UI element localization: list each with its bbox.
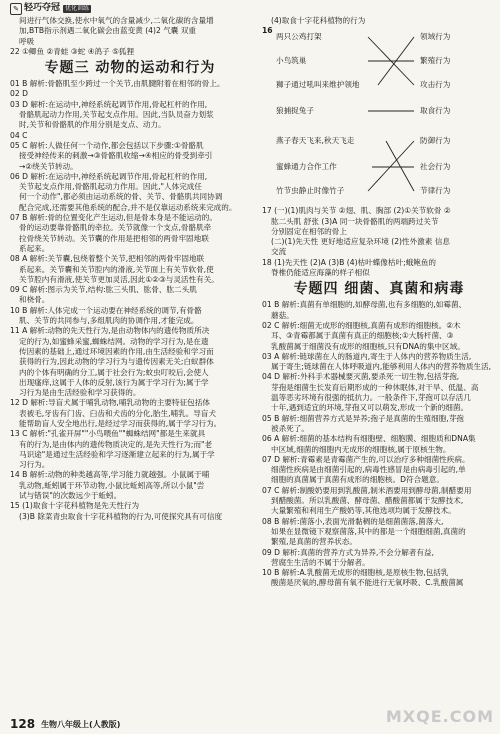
text-line: 02 C 解析:细菌无成形的细胞核,真菌有成形的细胞核。②木 <box>262 320 461 330</box>
left-pre-block <box>10 16 250 57</box>
text-line: 乳动物,蚯蚓属于环节动物,小鼠比蚯蚓高等,所以小鼠"尝 <box>19 480 205 490</box>
text-line: 10 B 解析:A.乳酸菌无成形的细胞核,是原核生物,包括乳 <box>262 568 449 578</box>
text-line: 试与错误"的次数远少于蚯蚓。 <box>19 491 122 501</box>
q16-behavior-item: 小鸟筑巢 <box>276 56 307 66</box>
q16-behavior-type: 攻击行为 <box>420 80 451 90</box>
text-line: 05 C 解析:人做任何一个动作,都会包括以下步骤:①骨骼肌 <box>10 140 204 150</box>
text-line: 09 C 解析:图示为关节,结构:肱三头肌、肱骨、肱二头肌 <box>10 285 197 295</box>
text-line: 17 (一)(1)肌肉与关节 ②翅、肌、胸部 (2)①关节软骨 ② <box>262 206 451 216</box>
q16-behavior-item: 蜜蜂通力合作工作 <box>276 162 337 172</box>
text-line: 定的行为,如蜜蜂采蜜,蜘蛛结网。动物的学习行为,是在遗 <box>19 336 209 346</box>
text-line: 系起来。关节囊和关节腔内的滑液,关节面上有关节软骨,使 <box>19 264 214 274</box>
text-line: 13 C 解析:"孔雀开屏""小鸟喂鱼""蜘蛛结网"都是生来就具 <box>10 429 206 439</box>
text-line: 06 D 解析:在运动中,神经系统起调节作用,骨起杠杆的作用, <box>10 171 208 181</box>
text-line: 十年,遇到适宜的环境,芽孢又可以萌发,形成一个新的细菌。 <box>271 403 469 413</box>
text-line: 内的个体有明确的分工,属于社会行为;蚊虫叮咬后,会使人 <box>19 367 209 377</box>
brand-logo <box>10 3 91 15</box>
q17-18-answers <box>262 206 496 278</box>
q16-behavior-item: 竹节虫静止时像竹子 <box>276 186 345 196</box>
text-line: 有的行为,是由体内的遗传物质决定的,是先天性行为;而"老 <box>19 439 213 449</box>
text-line: 肌、关节的共同参与,多组肌肉的协调作用,才能完成。 <box>19 316 199 326</box>
text-line: 08 A 解析:关节囊,包绕着整个关节,把相邻的两骨牢固地联 <box>10 254 205 264</box>
text-line: 间进行气体交换,使水中氧气的含量减少,二氧化碳的含量增 <box>19 16 214 25</box>
text-line: 交流 <box>271 247 287 257</box>
q16-behavior-type: 防御行为 <box>420 136 451 146</box>
q16-behavior-type: 节律行为 <box>420 186 451 196</box>
text-line: 中区域,细菌的细胞内无成形的细胞核,属于原核生物。 <box>271 444 451 454</box>
text-line: 关节起支点作用,骨骼肌起动力作用。因此,"人体完成任 <box>19 182 202 192</box>
text-line: 04 C <box>10 130 28 140</box>
text-line: 耳、③青霉都属于真菌有真正的细胞核;①大肠杆菌、③ <box>271 331 454 341</box>
right-pre-block <box>262 16 496 26</box>
q16-behavior-type: 社会行为 <box>420 162 451 172</box>
text-line: 如果在显微镜下观察菌落,其中的都是一个细胞细菌,真菌的 <box>271 526 466 536</box>
text-line: 01 B 解析:骨骼肌至少跨过一个关节,由肌腱附着在相邻的骨上。 <box>10 79 225 89</box>
text-line: 分别固定在相邻的骨上 <box>271 226 347 236</box>
text-line: 呼吸 <box>19 36 35 46</box>
text-line: 14 B 解析:动物的种类越高等,学习能力就越强。小鼠属于哺 <box>10 470 210 480</box>
text-line: 15 (1)取食十字花科植物是先天性行为 <box>10 501 140 511</box>
book-title: 生物八年级上(人教版) <box>41 719 121 729</box>
text-line: 07 D 解析:青霉素是青霉菌产生的,可以治疗多种细菌性疾病。 <box>262 454 470 464</box>
text-line: 配合完成,还需要其他系统的配合,并不是仅靠运动系统来完成的。 <box>19 202 237 212</box>
text-line: 蘑菇。 <box>271 310 294 320</box>
text-line: (3)B 除菜青虫取食十字花科植物的行为,可使探究具有可信度 <box>19 511 223 521</box>
text-line: 何一个动作",都必须由运动系统的骨、关节、骨骼肌共同协调 <box>19 192 223 202</box>
brand-icon: ✎ <box>10 3 22 15</box>
text-line: 温等恶劣环境有很强的抵抗力。一般条件下,芽孢可以存活几 <box>271 393 471 403</box>
text-line: 芽孢是细菌生长发育后期形成的一种休眠体,对干旱、低温、高 <box>271 382 479 392</box>
text-line: (4)取食十字花科植物的行为 <box>271 16 366 25</box>
text-line: 表被毛,牙齿有门齿、臼齿和犬齿的分化,胎生,哺乳。导盲犬 <box>19 408 217 418</box>
text-line: 07 C 解析:制酸奶要用到乳酸菌,制米酒要用到酵母菌,制醋要用 <box>262 485 472 495</box>
topic-three-title: 专题三 动物的运动和行为 <box>44 60 216 77</box>
text-line: 营腐生生活的不属于分解者。 <box>271 557 370 567</box>
text-line: 获得的行为,因此动物的学习行为与遗传因素无关;白蚁群体 <box>19 357 214 367</box>
text-line: 被杀死了。 <box>271 423 309 433</box>
text-line: 马识途"是通过生活经验和学习逐渐建立起来的行为,属于学 <box>19 449 215 459</box>
text-line: 03 D 解析:在运动中,神经系统起调节作用,骨起杠杆的作用, <box>10 99 208 109</box>
text-line: 乳酸菌属于细菌没有成形的细胞核,只有DNA的集中区域。 <box>271 341 465 351</box>
text-line: 习行为。 <box>19 460 50 470</box>
text-line: 时,关节和骨骼肌的作用分别是支点、动力。 <box>19 120 166 130</box>
text-line: 接受神经传来的刺激→③骨骼肌收缩→④相应的骨受到牵引 <box>19 151 213 161</box>
text-line: 出现瘙痒,这属于人体的反射,该行为属于学习行为;属于学 <box>19 377 209 387</box>
q16-matching-diagram <box>262 26 496 206</box>
watermark-logo: MXQE.COM <box>385 707 494 726</box>
text-line: 传因素的基础上,通过环境因素的作用,由生活经验和学习而 <box>19 346 214 356</box>
text-line: 到醋酸菌。所以乳酸菌、酵母菌、醋酸菌都属于发酵技术, <box>271 496 464 506</box>
q16-behavior-item: 狼捕捉兔子 <box>276 106 314 116</box>
q16-behavior-type: 领域行为 <box>420 32 451 42</box>
q16-behavior-item: 狮子通过吼叫来维护领地 <box>276 80 360 90</box>
text-line: 酸菌是厌氧的,酵母菌有氧不能进行无氧呼吸、C.乳酸菌属 <box>271 578 464 588</box>
text-line: 03 A 解析:链球菌在人的肠道内,寄生于人体内的营养物质生活, <box>262 351 472 361</box>
text-line: 05 B 解析:细菌营养方式是异养;孢子是真菌的生殖细胞,芽孢 <box>262 413 464 423</box>
text-line: (二)(1)先天性 更好地适应复杂环境 (2)性外激素 信息 <box>271 237 450 247</box>
topic-four-answers <box>262 300 496 588</box>
right-column <box>262 16 496 589</box>
text-line: 细胞的真菌属于真菌有成形的细胞核。D符合题意。 <box>271 475 444 485</box>
q16-behavior-type: 繁殖行为 <box>420 56 451 66</box>
brand-sub: 优化训练 <box>65 5 90 13</box>
text-line: 08 B 解析:菌落小,表面光滑黏稠的是细菌菌落,菌落大, <box>262 516 444 526</box>
text-line: 习行为是由生活经验和学习获得的。 <box>19 388 141 398</box>
text-line: 10 B 解析:人体完成一个运动要在神经系统的调节,有骨骼 <box>10 305 202 315</box>
text-line: 属于寄生;链球菌在人体呼吸道内,能够利用人体内的营养物质生活, <box>271 362 492 372</box>
text-line: 04 D 解析:外科手术器械要灭菌,要杀死一切生物,包括芽孢, <box>262 372 460 382</box>
text-line: 和桡骨。 <box>19 295 50 305</box>
text-line: 06 A 解析:细菌的基本结构有细胞壁、细胞膜、细胞质和DNA集 <box>262 434 476 444</box>
text-line: →②绕关节转动。 <box>19 161 78 171</box>
q16-behavior-item: 燕子春天飞来,秋天飞走 <box>276 136 355 146</box>
topic-four-title: 专题四 细菌、真菌和病毒 <box>293 281 465 298</box>
page-number: 128 <box>10 717 36 732</box>
text-line: 09 D 解析:真菌的营养方式为异养,不会分解者有益, <box>262 547 435 557</box>
text-line: 关节腔内有滑液,使关节更加灵活,因此①②③与灵活性有关。 <box>19 274 219 284</box>
text-line: 能帮助盲人安全地出行,是经过学习而获得的,属于学习行为。 <box>19 418 222 428</box>
left-column <box>10 16 250 522</box>
text-line: 加,BTB指示剂遇二氧化碳会由蓝变黄 (4)2 气囊 双重 <box>19 26 196 36</box>
page-header <box>10 3 490 17</box>
text-line: 骨骼肌起动力作用,关节起支点作用。因此,当队员奋力划浆 <box>19 110 214 120</box>
q16-connector <box>368 141 414 191</box>
q16-behavior-type: 取食行为 <box>420 106 451 116</box>
q16-behavior-item: 两只公鸡打架 <box>276 32 322 42</box>
text-line: 02 D <box>10 89 28 99</box>
text-line: 12 D 解析:导盲犬属于哺乳动物,哺乳动物的主要特征包括体 <box>10 398 210 408</box>
q16-number: 16 <box>262 26 273 36</box>
text-line: 肱二头肌 舒张 (3)A 同一块骨骼肌的两端跨过关节 <box>271 216 439 226</box>
text-line: 22 ①鲫鱼 ②青蛙 ③蛇 ④鸽子 ⑤狐狸 <box>10 46 135 56</box>
text-line: 骨的运动要靠骨骼肌的牵拉。关节就像一个支点,骨骼肌牵 <box>19 223 212 233</box>
text-line: 大量繁殖和利用生产酸奶等,其他选项均属于发酵技术。 <box>271 506 456 516</box>
text-line: 18 (1)先天性 (2)A (3)B (4)枯叶蝶像枯叶;蛾鲍鱼的 <box>262 257 437 267</box>
text-line: 拉骨绕关节转动。关节囊的作用是把相邻的两骨牢固地联 <box>19 233 209 243</box>
text-line: 繁殖,是真菌的营养状态。 <box>271 537 357 547</box>
text-line: 细菌性疾病是由细菌引起的,病毒性感冒是由病毒引起的,单 <box>271 465 466 475</box>
topic-three-answers <box>10 79 250 522</box>
text-line: 脊椎仍能适应海藻的样子相似 <box>271 268 370 278</box>
text-line: 系起来。 <box>19 243 50 253</box>
text-line: 11 A 解析:动物的先天性行为,是由动物体内的遗传物质所决 <box>10 326 210 336</box>
brand-name: 轻巧夺冠 <box>24 3 61 14</box>
text-line: 07 B 解析:骨的位置变化产生运动,但是骨本身是不能运动的。 <box>10 213 217 223</box>
text-line: 01 B 解析:真菌有单细胞的,如酵母菌,也有多细胞的,如霉菌、 <box>262 300 467 310</box>
q16-connector <box>386 141 414 191</box>
